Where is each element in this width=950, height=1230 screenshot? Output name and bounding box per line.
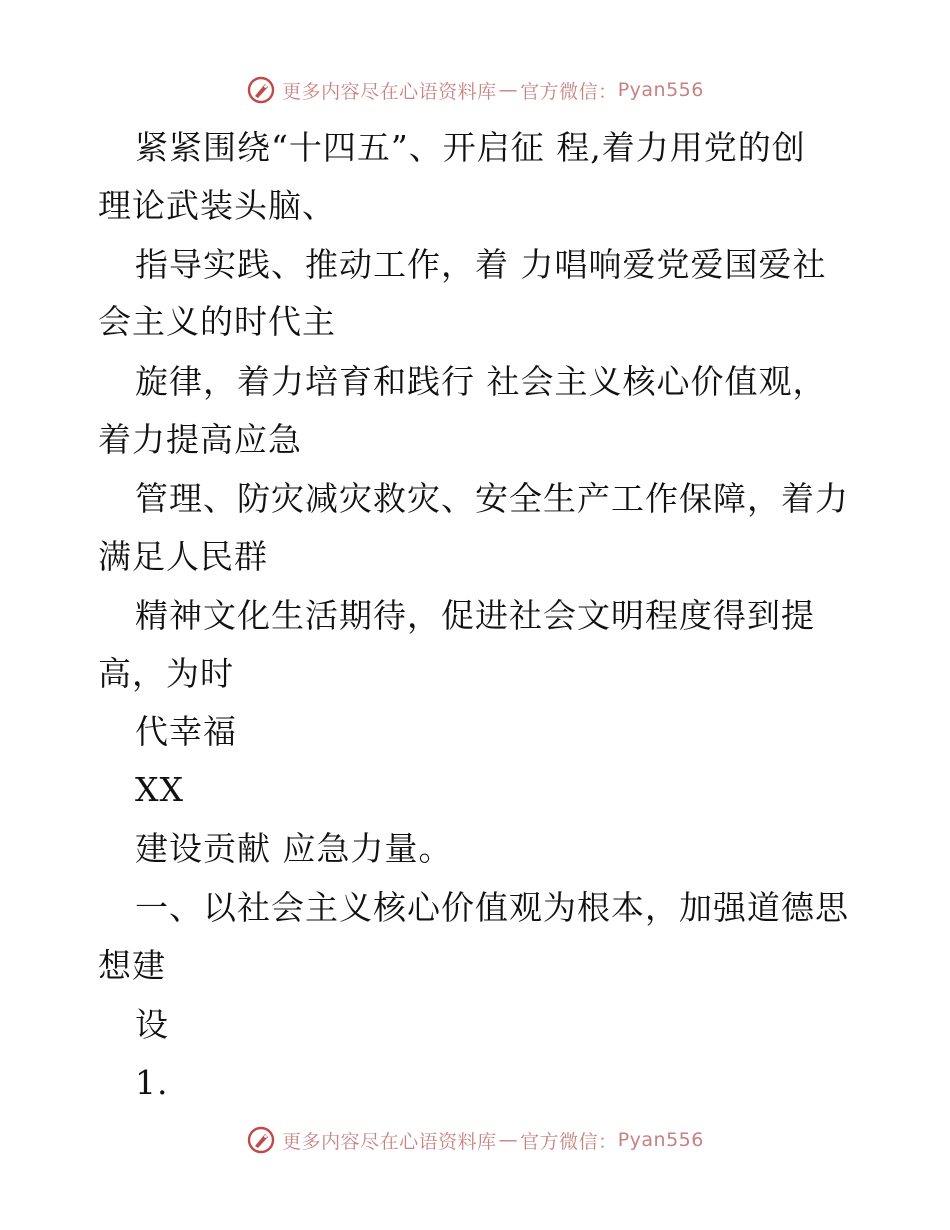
body-line: 想建	[98, 946, 166, 985]
body-line: 高，为时	[98, 654, 234, 693]
body-line: 管理、防灾减灾救灾、安全生产工作保障，着力	[135, 479, 849, 518]
header-watermark	[0, 70, 950, 110]
watermark-suffix: 官方微信：	[520, 1130, 618, 1153]
watermark-wechat-id: Pyan556	[617, 1129, 704, 1151]
body-line: 满足人民群	[98, 537, 268, 576]
body-line: 会主义的时代主	[98, 302, 336, 341]
watermark-suffix: 官方微信：	[520, 80, 618, 103]
watermark-wechat-id: Pyan556	[617, 79, 704, 101]
body-line: 着力提高应急	[98, 420, 302, 459]
body-line: 理论武装头脑、	[98, 186, 336, 225]
body-line: 建设贡献 应急力量。	[135, 829, 453, 868]
watermark-text: 更多内容尽在心语资料库	[282, 1130, 497, 1153]
watermark-text: 更多内容尽在心语资料库	[282, 80, 497, 103]
body-line: 设	[135, 1005, 169, 1044]
section-heading: 一、以社会主义核心价值观为根本，加强道德思	[135, 888, 849, 927]
footer-watermark	[0, 1120, 950, 1160]
body-line: XX	[135, 770, 184, 809]
body-line: 指导实践、推动工作，着 力唱响爱党爱国爱社	[135, 245, 827, 284]
watermark-separator: —	[498, 79, 519, 101]
watermark-separator: —	[498, 1129, 519, 1151]
body-line: 旋律，着力培育和践行 社会主义核心价值观，	[135, 362, 827, 401]
body-line: 精神文化生活期待，促进社会文明程度得到提	[135, 596, 815, 635]
body-line: 代幸福	[135, 712, 237, 751]
body-line: 紧紧围绕“十四五”、开启征 程,着力用党的创	[135, 128, 806, 167]
pen-nib-circle-icon	[246, 1125, 276, 1155]
list-number: 1.	[135, 1063, 169, 1102]
pen-nib-circle-icon	[246, 75, 276, 105]
